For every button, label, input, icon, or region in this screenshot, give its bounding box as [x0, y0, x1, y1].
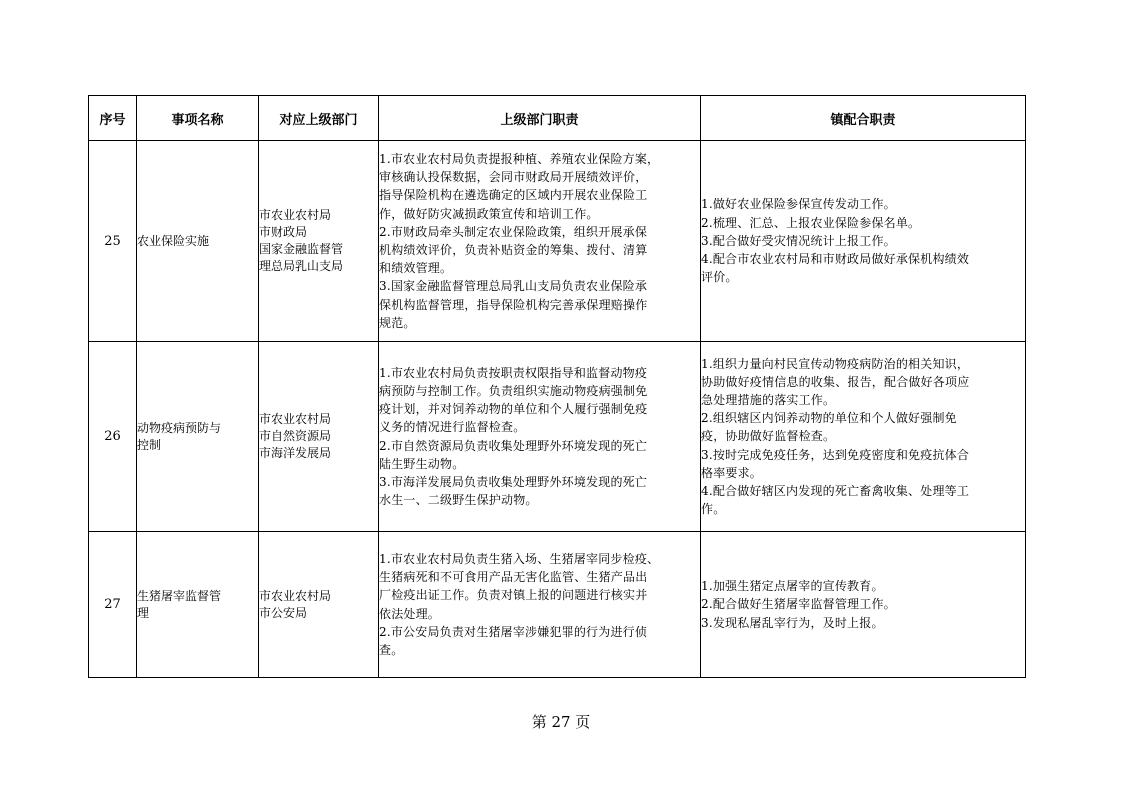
cell-line: 动物疫病预防与 — [137, 420, 222, 435]
cell-line: 市财政局 — [259, 225, 308, 239]
cell-line: 2.市公安局负责对生猪屠宰涉嫌犯罪的行为进行侦 — [379, 624, 648, 639]
cell-line: 指导保险机构在遴选确定的区域内开展农业保险工 — [379, 188, 648, 203]
superior-duty-cell — [379, 532, 701, 678]
header-town: 镇配合职责 — [701, 96, 1026, 141]
cell-line: 疫，协助做好监督检查。 — [701, 429, 836, 444]
cell-line: 1.组织力量向村民宣传动物疫病防治的相关知识， — [701, 356, 970, 371]
cell-line: 2.组织辖区内饲养动物的单位和个人做好强制免 — [701, 411, 957, 426]
cell-line: 急处理措施的落实工作。 — [701, 392, 836, 407]
cell-line: 3.发现私屠乱宰行为，及时上报。 — [701, 615, 884, 630]
cell-line: 协助做好疫情信息的收集、报告，配合做好各项应 — [701, 374, 970, 389]
department-cell — [259, 342, 379, 532]
cell-line: 4.配合市农业农村局和市财政局做好承保机构绩效 — [701, 252, 970, 267]
cell-line: 2.配合做好生猪屠宰监督管理工作。 — [701, 597, 896, 612]
page-number: 第 27 页 — [531, 713, 591, 731]
cell-line: 理 — [137, 605, 150, 620]
department-cell — [259, 141, 379, 342]
town-duty-cell — [701, 532, 1026, 678]
cell-line: 国家金融监督管 — [259, 242, 344, 256]
table-row — [89, 532, 1026, 678]
row-number: 25 — [89, 141, 137, 342]
row-number: 26 — [89, 342, 137, 532]
cell-line: 农业保险实施 — [137, 233, 210, 248]
header-duty: 上级部门职责 — [379, 96, 701, 141]
cell-line: 理总局乳山支局 — [259, 259, 344, 273]
cell-line: 1.市农业农村局负责生猪入场、生猪屠宰同步检疫、 — [379, 551, 660, 566]
cell-line: 生猪屠宰监督管 — [137, 588, 222, 603]
cell-line: 依法处理。 — [379, 606, 441, 621]
cell-line: 审核确认投保数据，会同市财政局开展绩效评价， — [379, 170, 648, 185]
cell-line: 病预防与控制工作。负责组织实施动物疫病强制免 — [379, 383, 648, 398]
cell-line: 市公安局 — [259, 605, 308, 620]
superior-duty-cell — [379, 342, 701, 532]
cell-line: 4.配合做好辖区内发现的死亡畜禽收集、处理等工 — [701, 484, 970, 498]
cell-line: 控制 — [137, 437, 162, 452]
header-dept: 对应上级部门 — [259, 96, 379, 141]
cell-line: 评价。 — [701, 270, 738, 285]
cell-line: 市自然资源局 — [259, 429, 332, 443]
cell-line: 2.市财政局牵头制定农业保险政策，组织开展承保 — [379, 224, 648, 239]
cell-line: 生猪病死和不可食用产品无害化监管、生猪产品出 — [379, 570, 648, 585]
item-name-cell — [137, 532, 259, 678]
cell-line: 3.按时完成免疫任务，达到免疫密度和免疫抗体合 — [701, 447, 970, 462]
cell-line: 保机构监督管理，指导保险机构完善承保理赔操作 — [379, 297, 648, 312]
cell-line: 2.市自然资源局负责收集处理野外环境发现的死亡 — [379, 438, 648, 453]
responsibility-table — [88, 95, 1026, 678]
cell-line: 规范。 — [379, 315, 416, 330]
item-name-cell — [137, 342, 259, 532]
cell-line: 市农业农村局 — [259, 208, 332, 222]
cell-line: 格率要求。 — [701, 465, 763, 480]
cell-line: 1.市农业农村局负责按职责权限指导和监督动物疫 — [379, 365, 648, 380]
town-duty-cell — [701, 141, 1026, 342]
cell-line: 陆生野生动物。 — [379, 456, 465, 471]
cell-line: 市海洋发展局 — [259, 446, 332, 460]
cell-line: 3.国家金融监督管理总局乳山支局负责农业保险承 — [379, 279, 648, 294]
header-item: 事项名称 — [137, 96, 259, 141]
cell-line: 2.梳理、汇总、上报农业保险参保名单。 — [701, 215, 921, 230]
header-row — [89, 96, 1026, 141]
cell-line: 1.市农业农村局负责提报种植、养殖农业保险方案， — [379, 151, 660, 166]
cell-line: 作。 — [701, 502, 726, 517]
cell-line: 1.做好农业保险参保宣传发动工作。 — [701, 197, 896, 212]
department-cell — [259, 532, 379, 678]
table-row — [89, 141, 1026, 342]
row-number: 27 — [89, 532, 137, 678]
cell-line: 疫计划，并对饲养动物的单位和个人履行强制免疫 — [379, 402, 648, 417]
cell-line: 和绩效管理。 — [379, 261, 453, 276]
cell-line: 市农业农村局 — [259, 588, 332, 603]
cell-line: 水生一、二级野生保护动物。 — [379, 493, 538, 508]
cell-line: 1.加强生猪定点屠宰的宣传教育。 — [701, 579, 884, 594]
cell-line: 3.配合做好受灾情况统计上报工作。 — [701, 233, 896, 248]
header-num: 序号 — [89, 96, 137, 141]
table-row — [89, 342, 1026, 532]
cell-line: 机构绩效评价，负责补贴资金的筹集、拨付、清算 — [379, 243, 648, 257]
cell-line: 查。 — [379, 642, 404, 657]
town-duty-cell — [701, 342, 1026, 532]
cell-line: 厂检疫出证工作。负责对镇上报的问题进行核实并 — [379, 588, 648, 603]
item-name-cell — [137, 141, 259, 342]
cell-line: 市农业农村局 — [259, 412, 332, 426]
cell-line: 义务的情况进行监督检查。 — [379, 420, 526, 435]
cell-line: 3.市海洋发展局负责收集处理野外环境发现的死亡 — [379, 474, 648, 489]
cell-line: 作，做好防灾减损政策宣传和培训工作。 — [379, 206, 599, 221]
superior-duty-cell — [379, 141, 701, 342]
